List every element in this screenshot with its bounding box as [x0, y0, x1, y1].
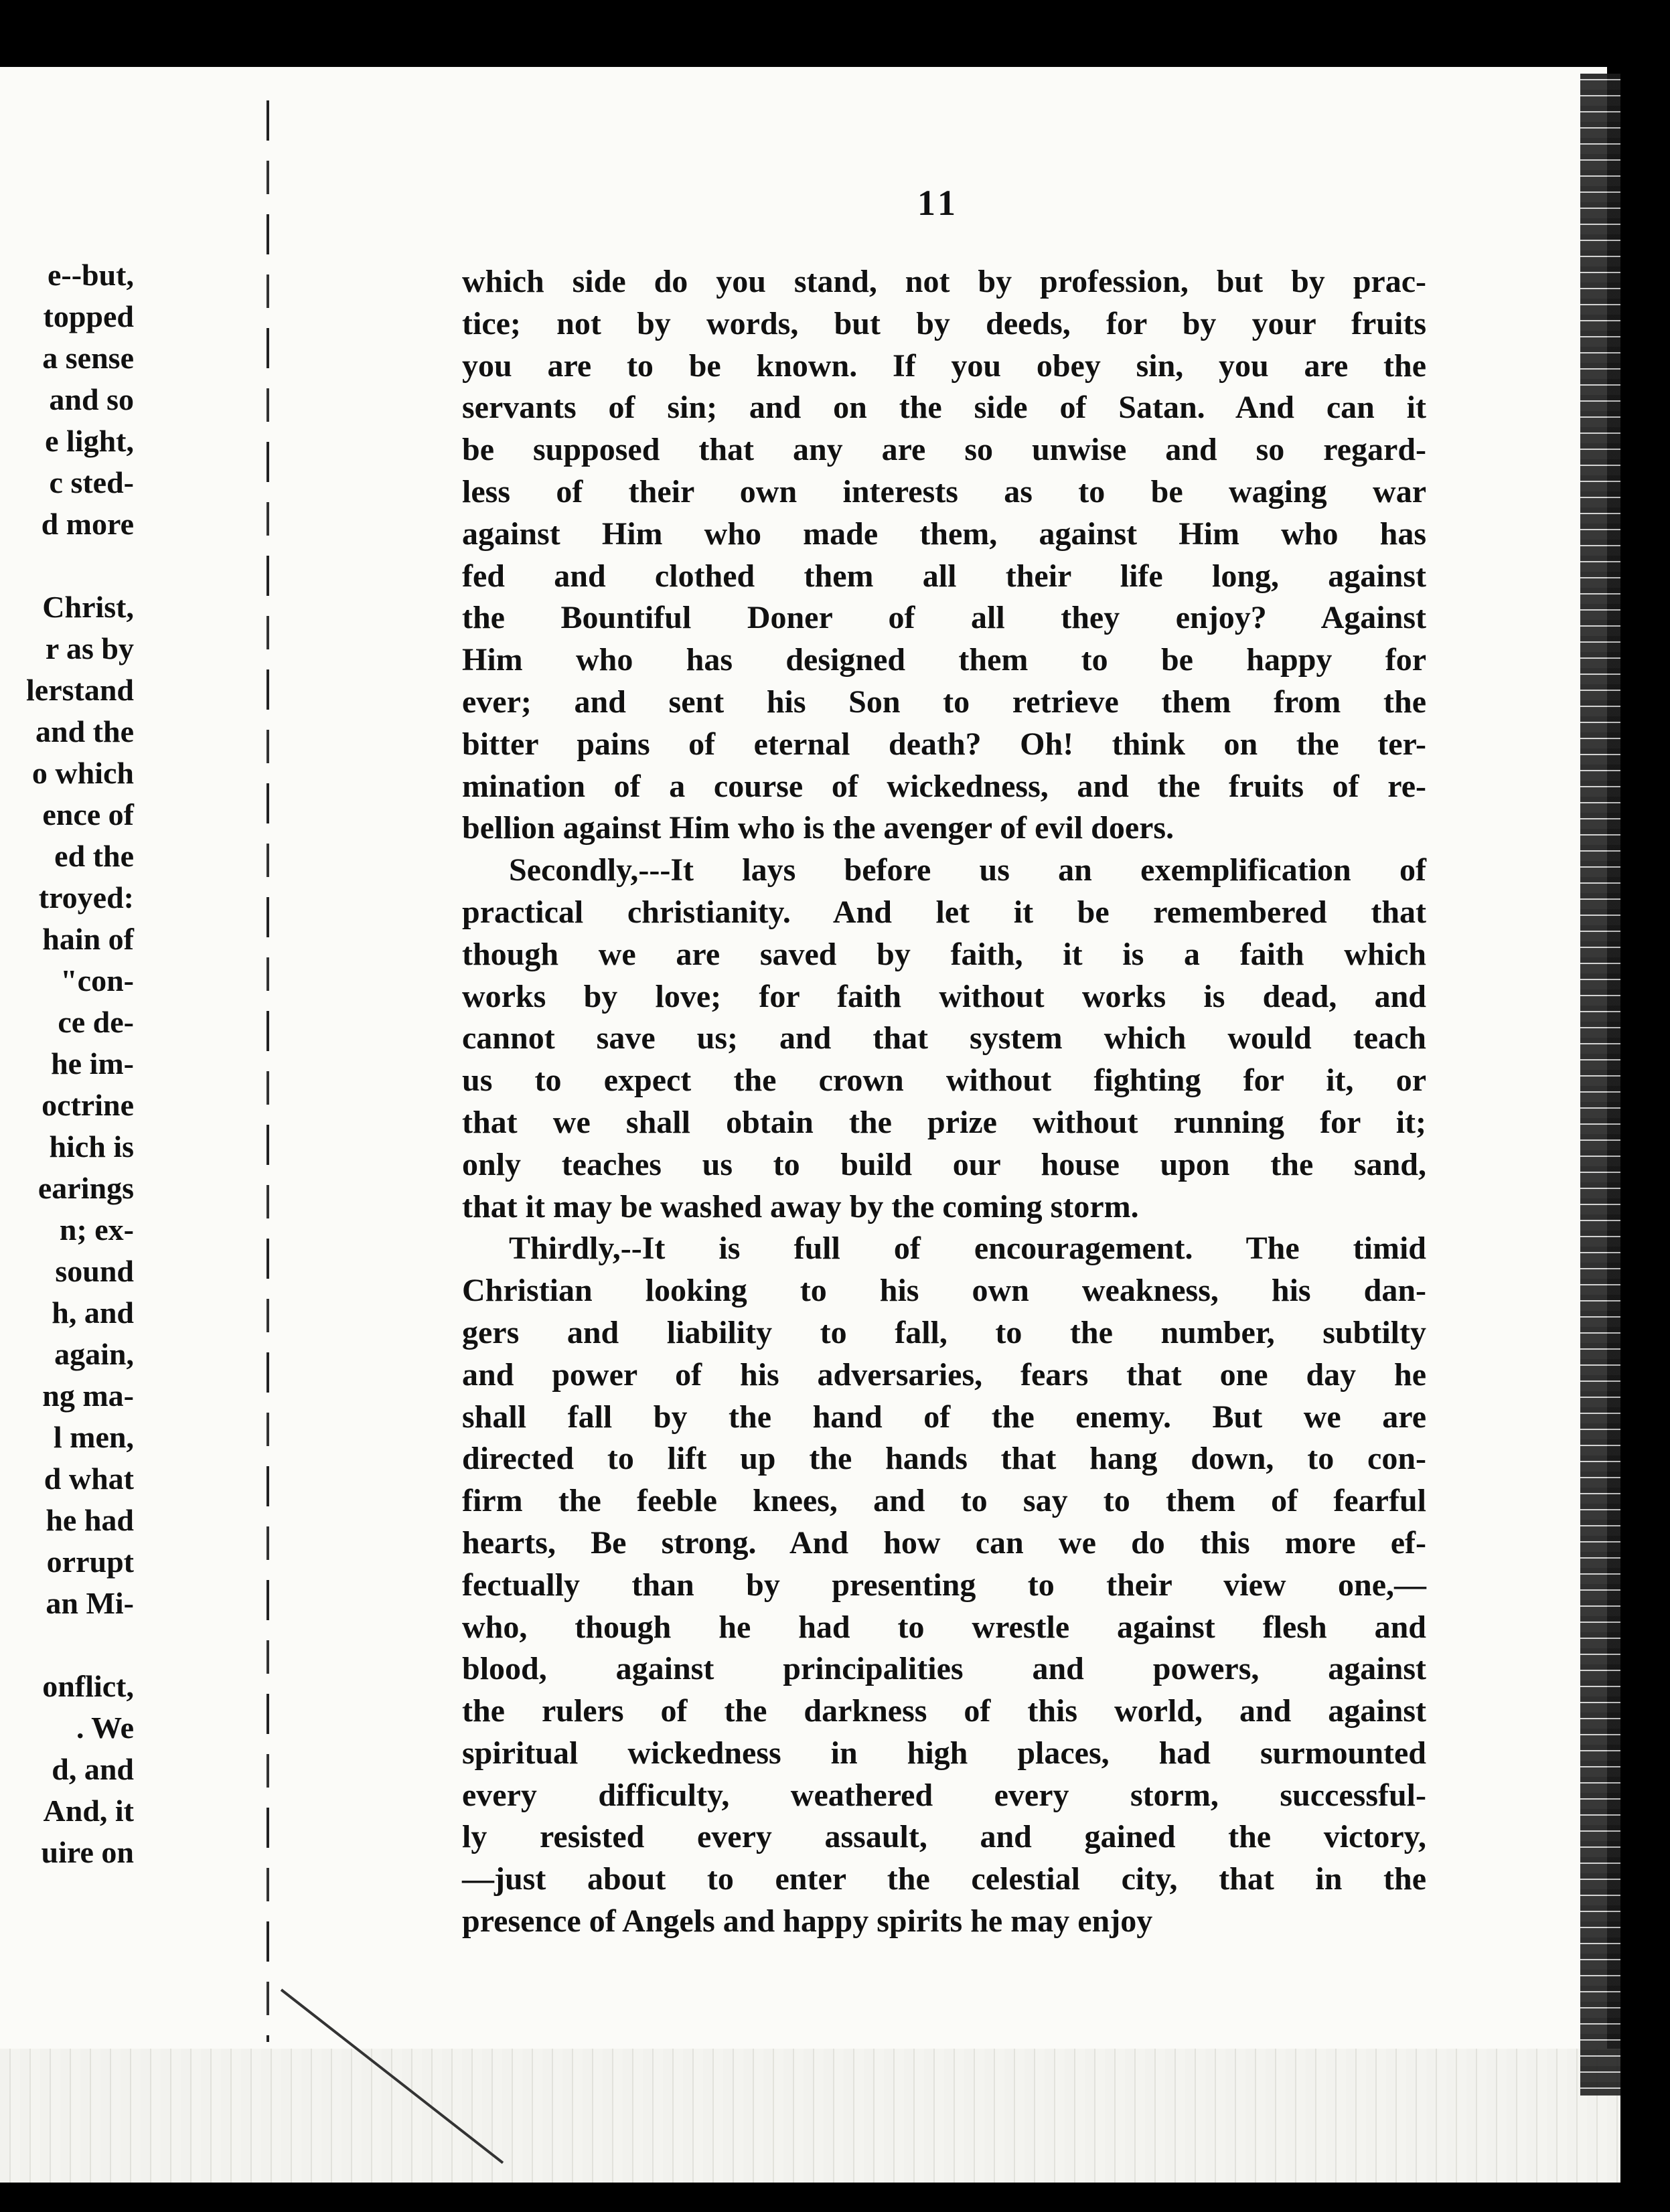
text-line: practical christianity. And let it be remembered that [462, 894, 1426, 930]
text-line: shall fall by the hand of the enemy. But we are [462, 1399, 1426, 1435]
text-line: that it may be washed away by the coming storm. [462, 1188, 1139, 1224]
left-page-line: he had [46, 1503, 134, 1537]
left-page-line: Christ, [42, 590, 134, 624]
left-page-line: d what [44, 1462, 134, 1496]
left-page-line: ed the [54, 839, 134, 873]
left-page-line: a sense [42, 341, 134, 375]
text-line: works by love; for faith without works is dead, and [462, 978, 1426, 1014]
left-page-line: h, and [52, 1295, 134, 1330]
left-page-line: n; ex- [59, 1212, 134, 1247]
main-text-column [462, 261, 1426, 1943]
left-page-line: sound [55, 1254, 134, 1288]
text-line: hearts, Be strong. And how can we do this more ef- [462, 1524, 1426, 1561]
text-line: be supposed that any are so unwise and so regard- [462, 432, 1426, 468]
text-line: Thirdly,--It is full of encouragement. The timid [509, 1231, 1426, 1267]
text-line: blood, against principalities and powers, against [462, 1651, 1426, 1687]
text-line: mination of a course of wickedness, and the fruits of re- [462, 768, 1426, 804]
text-line: us to expect the crown without fighting for it, or [462, 1062, 1426, 1099]
left-page-line: earings [37, 1171, 134, 1205]
text-line: against Him who made them, against Him who has [462, 516, 1426, 552]
text-line: ever; and sent his Son to retrieve them from the [462, 684, 1426, 720]
text-line: every difficulty, weathered every storm, successful- [462, 1777, 1426, 1813]
text-line: presence of Angels and happy spirits he may enjoy [462, 1903, 1153, 1940]
text-line: Christian looking to his own weakness, his dan- [462, 1273, 1426, 1309]
left-page-line: o which [31, 756, 134, 790]
left-page-line: e--but, [47, 258, 134, 292]
left-page-line: uire on [41, 1835, 134, 1869]
text-line: Secondly,---It lays before us an exemplification of [509, 852, 1426, 888]
left-page-line: and the [35, 714, 134, 748]
text-line: —just about to enter the celestial city, that in the [462, 1861, 1426, 1897]
left-page-line: d more [41, 507, 134, 541]
left-page-line: again, [54, 1337, 134, 1371]
left-page-line: c sted- [49, 465, 134, 499]
left-page-line: . We [76, 1711, 134, 1745]
text-line: firm the feeble knees, and to say to them of fearful [462, 1483, 1426, 1519]
left-page-line: troyed: [38, 880, 134, 915]
left-page-line: ce de- [58, 1005, 134, 1039]
left-page-line: octrine [42, 1088, 134, 1122]
text-line: ly resisted every assault, and gained the victory, [462, 1819, 1426, 1855]
left-page-line: he im- [51, 1046, 134, 1081]
text-line: the rulers of the darkness of this world, and against [462, 1693, 1426, 1729]
text-line: directed to lift up the hands that hang down, to con- [462, 1441, 1426, 1477]
text-line: and power of his adversaries, fears that one day he [462, 1356, 1426, 1393]
scan-top-border [0, 0, 1670, 74]
text-line: who, though he had to wrestle against flesh and [462, 1609, 1426, 1645]
text-line: which side do you stand, not by profession, but by prac- [462, 264, 1426, 299]
left-page-line: hain of [42, 922, 134, 956]
text-line: Him who has designed them to be happy for [462, 642, 1426, 678]
left-page-line [0, 1624, 134, 1666]
left-page-line: orrupt [46, 1545, 134, 1579]
text-line: that we shall obtain the prize without running for it; [462, 1104, 1426, 1140]
text-line: spiritual wickedness in high places, had surmounted [462, 1735, 1426, 1771]
left-page-line: lerstand [26, 673, 134, 707]
left-page-line: onflict, [42, 1669, 134, 1703]
left-page-line: e light, [45, 424, 134, 458]
left-page-line: ence of [42, 797, 134, 832]
text-line: though we are saved by faith, it is a faith which [462, 936, 1426, 972]
text-line: only teaches us to build our house upon the sand, [462, 1146, 1426, 1182]
text-line: cannot save us; and that system which would teach [462, 1020, 1426, 1056]
page-bottom-edge [0, 2049, 1620, 2183]
text-line: gers and liability to fall, to the number, subtilty [462, 1314, 1426, 1350]
text-line: servants of sin; and on the side of Satan. And can it [462, 390, 1426, 426]
left-page-line: d, and [52, 1752, 134, 1786]
left-page-line [0, 545, 134, 586]
left-page-line: ng ma- [42, 1378, 134, 1413]
left-page-line: and so [49, 382, 134, 416]
text-line: fed and clothed them all their life long, against [462, 558, 1426, 594]
text-line: tice; not by words, but by deeds, for by your fruits [462, 305, 1426, 341]
page-gutter-line [267, 100, 269, 2042]
text-line: fectually than by presenting to their view one,— [462, 1567, 1426, 1603]
left-page-line: "con- [60, 963, 134, 998]
text-line: bitter pains of eternal death? Oh! think on the ter- [462, 726, 1426, 762]
text-line: bellion against Him who is the avenger of evil doers. [462, 810, 1174, 846]
left-page-fragment [0, 254, 134, 1873]
page-number: 11 [917, 183, 960, 223]
left-page-line: l men, [53, 1420, 134, 1454]
left-page-line: r as by [45, 631, 134, 665]
text-line: less of their own interests as to be waging war [462, 473, 1426, 509]
left-page-line: And, it [43, 1794, 134, 1828]
text-line: you are to be known. If you obey sin, you are the [462, 347, 1426, 384]
left-page-line: topped [43, 299, 134, 333]
text-line: the Bountiful Doner of all they enjoy? Against [462, 600, 1426, 636]
left-page-line: hich is [49, 1129, 134, 1164]
scan-right-border [1580, 74, 1620, 2096]
left-page-line: an Mi- [46, 1586, 134, 1620]
